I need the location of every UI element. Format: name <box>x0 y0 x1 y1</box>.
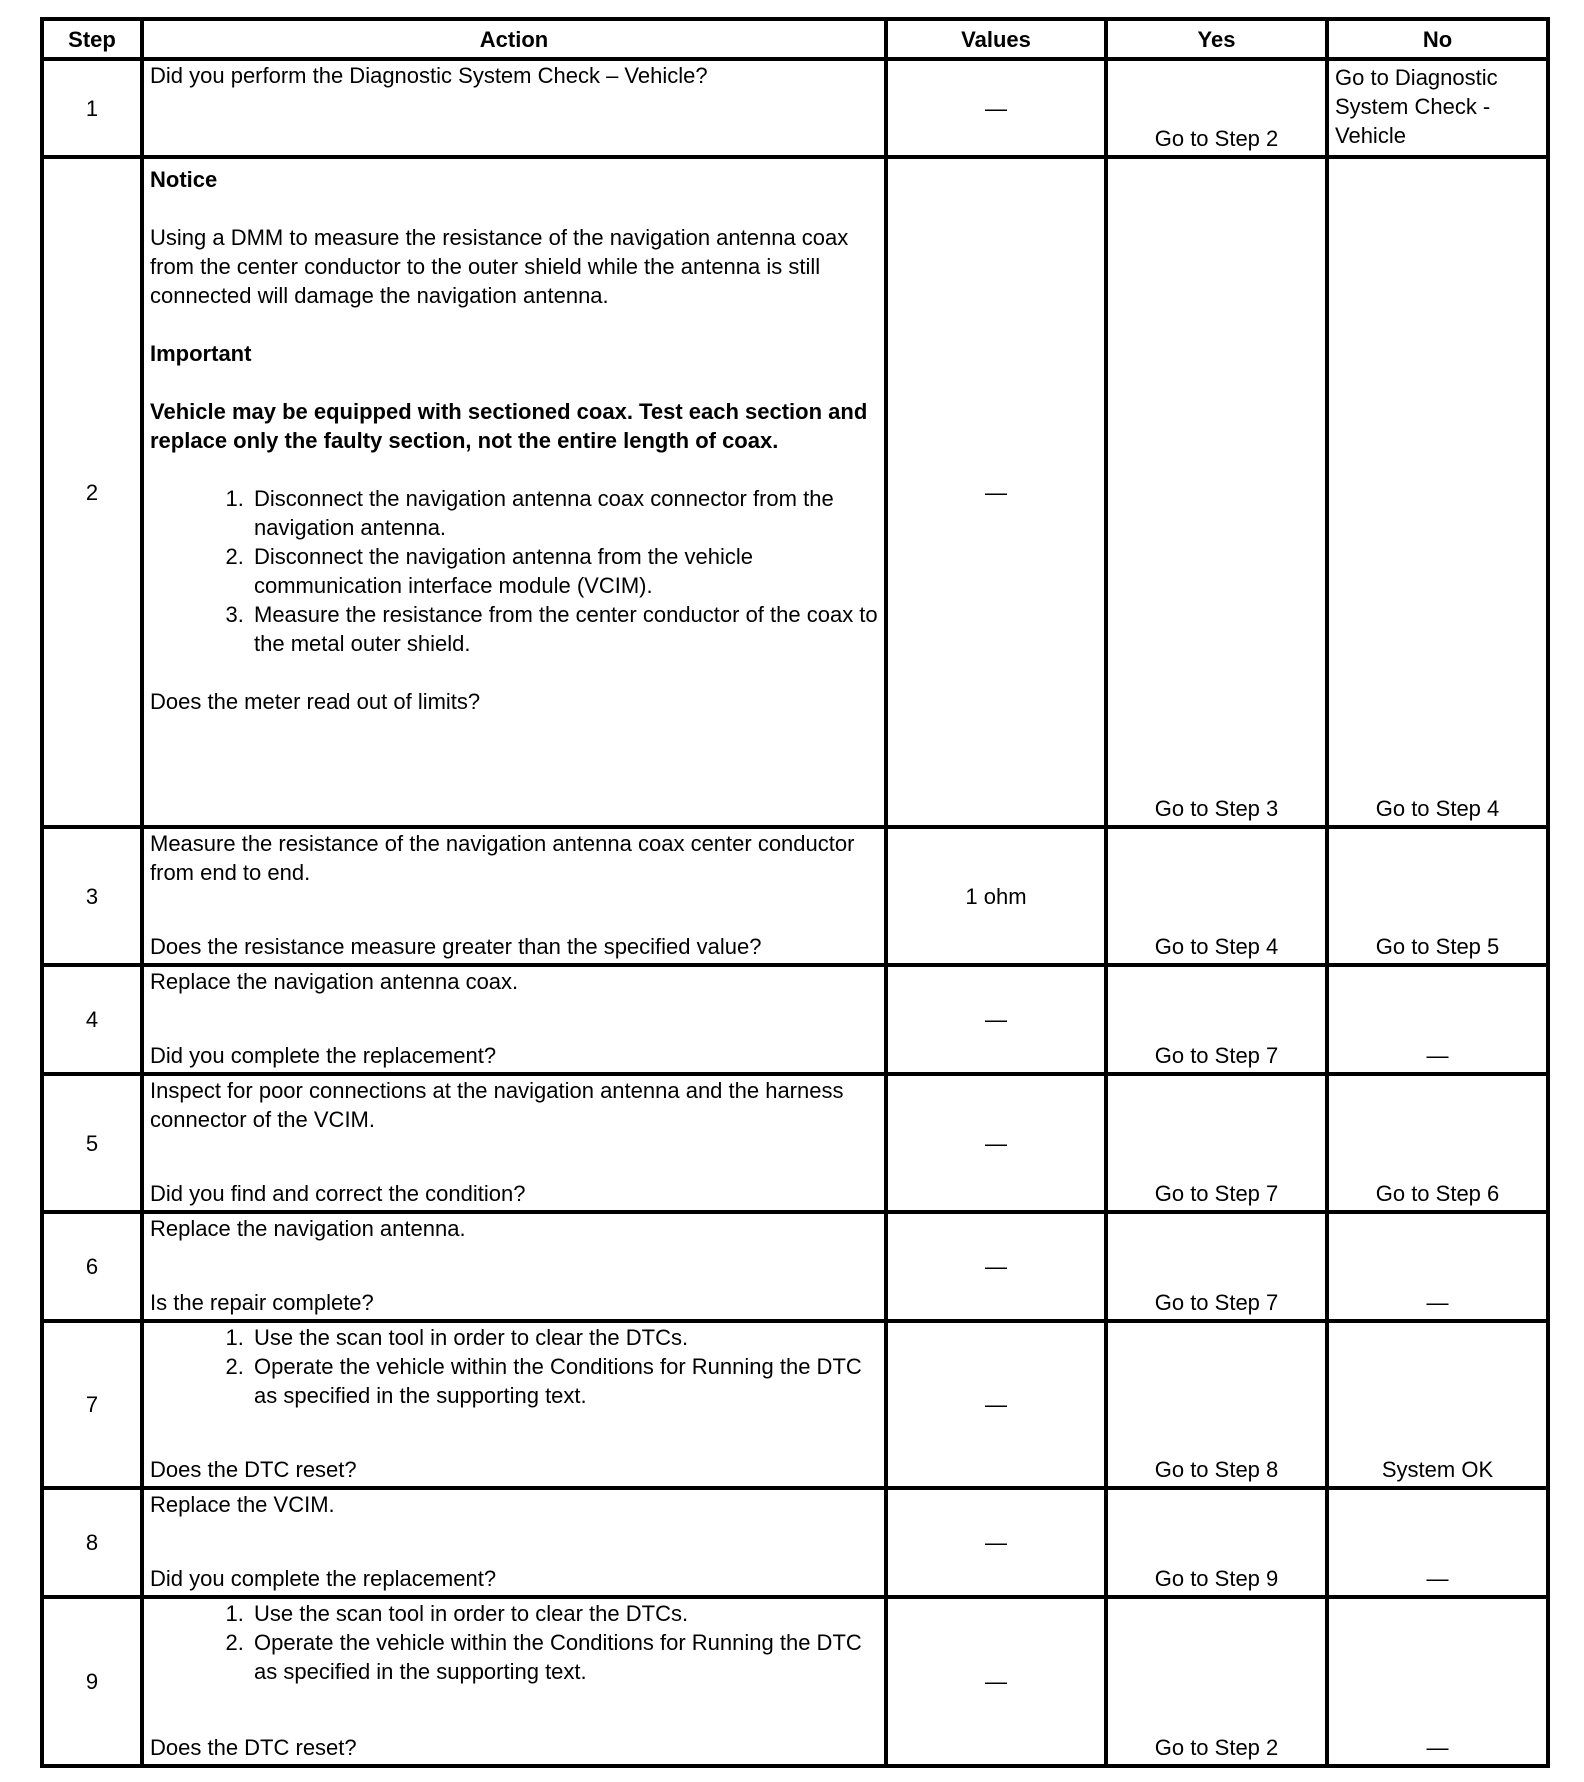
yes-cell[interactable]: Go to Step 7 <box>1106 1074 1327 1212</box>
step-number: 1 <box>42 59 142 157</box>
question-text: Does the DTC reset? <box>150 1457 357 1482</box>
notice-title: Notice <box>150 167 218 192</box>
table-row <box>42 157 1548 827</box>
no-cell[interactable]: — <box>1327 965 1548 1074</box>
question-text: Does the DTC reset? <box>150 1735 357 1760</box>
value-cell: — <box>886 157 1106 827</box>
value-cell: — <box>886 1597 1106 1766</box>
yes-cell[interactable]: Go to Step 7 <box>1106 965 1327 1074</box>
table-row <box>42 1488 1548 1597</box>
yes-cell[interactable]: Go to Step 4 <box>1106 827 1327 965</box>
table-row <box>42 1321 1548 1488</box>
no-cell[interactable]: Go to Diagnostic System Check - Vehicle <box>1327 59 1548 157</box>
list-item: 1. Use the scan tool in order to clear the DTCs. <box>250 1323 878 1352</box>
list-item: 3. Measure the resistance from the center conductor of the coax to the metal outer shield. <box>250 600 878 658</box>
no-cell[interactable]: System OK <box>1327 1321 1548 1488</box>
question-text: Did you complete the replacement? <box>150 1566 497 1591</box>
header-step: Step <box>42 19 142 59</box>
list-item: 1. Disconnect the navigation antenna coax connector from the navigation antenna. <box>250 484 878 542</box>
yes-cell[interactable]: Go to Step 2 <box>1106 59 1327 157</box>
diagnostic-table <box>40 17 1550 1768</box>
list-item: 2. Operate the vehicle within the Conditions for Running the DTC as specified in the supporting text. <box>250 1352 878 1410</box>
step-number: 2 <box>42 157 142 827</box>
no-cell[interactable]: Go to Step 6 <box>1327 1074 1548 1212</box>
action-text: Replace the VCIM. <box>150 1492 335 1517</box>
step-number: 9 <box>42 1597 142 1766</box>
procedure-list <box>150 1599 878 1686</box>
table-row <box>42 1074 1548 1212</box>
list-item: 2. Disconnect the navigation antenna from the vehicle communication interface module (VCIM). <box>250 542 878 600</box>
step-number: 6 <box>42 1212 142 1321</box>
yes-cell[interactable]: Go to Step 7 <box>1106 1212 1327 1321</box>
no-cell[interactable]: Go to Step 5 <box>1327 827 1548 965</box>
no-cell[interactable]: — <box>1327 1597 1548 1766</box>
question-text: Did you find and correct the condition? <box>150 1181 526 1206</box>
table-row <box>42 965 1548 1074</box>
step-number: 3 <box>42 827 142 965</box>
action-cell <box>142 1212 886 1321</box>
procedure-list <box>150 484 878 658</box>
header-yes: Yes <box>1106 19 1327 59</box>
action-text: Measure the resistance of the navigation antenna coax center conductor from end to end. <box>150 831 855 885</box>
step-number: 5 <box>42 1074 142 1212</box>
procedure-list <box>150 1323 878 1410</box>
table-row <box>42 1597 1548 1766</box>
action-cell <box>142 1488 886 1597</box>
question-text: Does the meter read out of limits? <box>150 689 481 714</box>
yes-cell[interactable]: Go to Step 9 <box>1106 1488 1327 1597</box>
value-cell: — <box>886 1074 1106 1212</box>
action-cell <box>142 1074 886 1212</box>
action-cell <box>142 1321 886 1488</box>
value-cell: — <box>886 965 1106 1074</box>
no-cell[interactable]: — <box>1327 1488 1548 1597</box>
value-cell: — <box>886 1321 1106 1488</box>
action-text: Inspect for poor connections at the navigation antenna and the harness connector of the VCIM. <box>150 1078 844 1132</box>
action-text: Replace the navigation antenna coax. <box>150 969 519 994</box>
action-cell <box>142 59 886 157</box>
list-item: 2. Operate the vehicle within the Conditions for Running the DTC as specified in the supporting text. <box>250 1628 878 1686</box>
step-number: 7 <box>42 1321 142 1488</box>
action-cell <box>142 1597 886 1766</box>
value-cell: — <box>886 1488 1106 1597</box>
action-text: Did you perform the Diagnostic System Check – Vehicle? <box>150 63 708 88</box>
value-cell: — <box>886 59 1106 157</box>
action-text: Replace the navigation antenna. <box>150 1216 466 1241</box>
no-cell[interactable]: — <box>1327 1212 1548 1321</box>
action-cell <box>142 157 886 827</box>
step-number: 8 <box>42 1488 142 1597</box>
table-row <box>42 1212 1548 1321</box>
important-text: Vehicle may be equipped with sectioned coax. Test each section and replace only the faulty section, not the entire length of coax. <box>150 399 868 453</box>
question-text: Is the repair complete? <box>150 1290 374 1315</box>
table-row <box>42 59 1548 157</box>
header-action: Action <box>142 19 886 59</box>
list-item: 1. Use the scan tool in order to clear the DTCs. <box>250 1599 878 1628</box>
no-cell[interactable]: Go to Step 4 <box>1327 157 1548 827</box>
yes-cell[interactable]: Go to Step 8 <box>1106 1321 1327 1488</box>
header-no: No <box>1327 19 1548 59</box>
important-title: Important <box>150 341 252 366</box>
header-row <box>42 19 1548 59</box>
table-row <box>42 827 1548 965</box>
action-cell <box>142 827 886 965</box>
question-text: Did you complete the replacement? <box>150 1043 497 1068</box>
notice-text: Using a DMM to measure the resistance of the navigation antenna coax from the center conductor to the outer shield while the antenna is still connected will damage the navigation antenna. <box>150 225 849 308</box>
yes-cell[interactable]: Go to Step 3 <box>1106 157 1327 827</box>
action-cell <box>142 965 886 1074</box>
header-values: Values <box>886 19 1106 59</box>
value-cell: 1 ohm <box>886 827 1106 965</box>
value-cell: — <box>886 1212 1106 1321</box>
question-text: Does the resistance measure greater than the specified value? <box>150 934 762 959</box>
yes-cell[interactable]: Go to Step 2 <box>1106 1597 1327 1766</box>
step-number: 4 <box>42 965 142 1074</box>
